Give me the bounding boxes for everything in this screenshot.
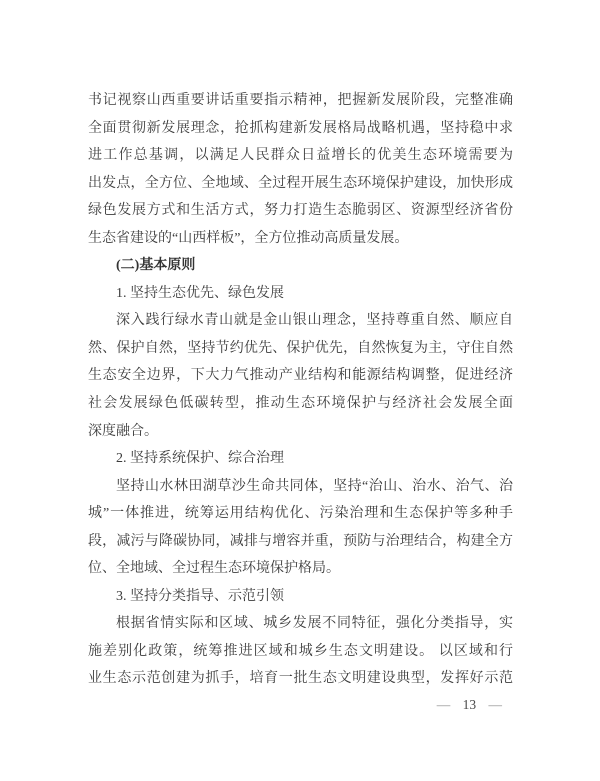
text-line: 社会发展绿色低碳转型，推动生态环境保护与经济社会发展全面 (88, 396, 513, 412)
page-number-value: 13 (462, 697, 477, 712)
text-line: 进工作总基调，以满足人民群众日益增长的优美生态环境需要为 (88, 148, 513, 164)
text-line: 2. 坚持系统保护、综合治理 (116, 451, 284, 467)
text-line: 全面贯彻新发展理念，抢抓构建新发展格局战略机遇，坚持稳中求 (88, 120, 513, 136)
text-line: 深入践行绿水青山就是金山银山理念，坚持尊重自然、顺应自 (116, 313, 513, 329)
text-line: 绿色发展方式和生活方式，努力打造生态脆弱区、资源型经济省份 (88, 203, 513, 219)
text-line: 1. 坚持生态优先、绿色发展 (116, 285, 284, 301)
text-line: 生态省建设的“山西样板”，全方位推动高质量发展。 (88, 230, 409, 246)
text-line: 深度融合。 (88, 423, 158, 439)
document-body (88, 87, 513, 693)
text-line: 然、保护自然，坚持节约优先、保护优先，自然恢复为主，守住自然 (88, 340, 513, 356)
page-number-dash-right: — (488, 697, 502, 712)
text-line: 书记视察山西重要讲话重要指示精神，把握新发展阶段，完整准确 (88, 93, 513, 108)
page-number (437, 695, 502, 715)
text-line: 位、全地域、全过程生态环境保护格局。 (88, 561, 340, 577)
text-line: 业生态示范创建为抓手，培育一批生态文明建设典型，发挥好示范 (88, 671, 513, 687)
text-line: 施差别化政策，统筹推进区域和城乡生态文明建设。 以区域和行 (88, 643, 513, 659)
text-line: 城”一体推进，统筹运用结构优化、污染治理和生态保护等多种手 (88, 506, 513, 522)
text-line: 段，减污与降碳协同，减排与增容并重，预防与治理结合，构建全方 (88, 533, 513, 549)
page-number-dash-left: — (436, 697, 451, 712)
text-line: 出发点，全方位、全地域、全过程开展生态环境保护建设，加快形成 (88, 175, 513, 191)
text-line: (二)基本原则 (116, 258, 196, 274)
text-line: 3. 坚持分类指导、示范引领 (116, 588, 284, 604)
text-line: 根据省情实际和区域、城乡发展不同特征，强化分类指导，实 (116, 616, 513, 632)
text-line: 坚持山水林田湖草沙生命共同体，坚持“治山、治水、治气、治 (116, 478, 513, 494)
text-line: 生态安全边界，下大力气推动产业结构和能源结构调整，促进经济 (88, 368, 513, 384)
